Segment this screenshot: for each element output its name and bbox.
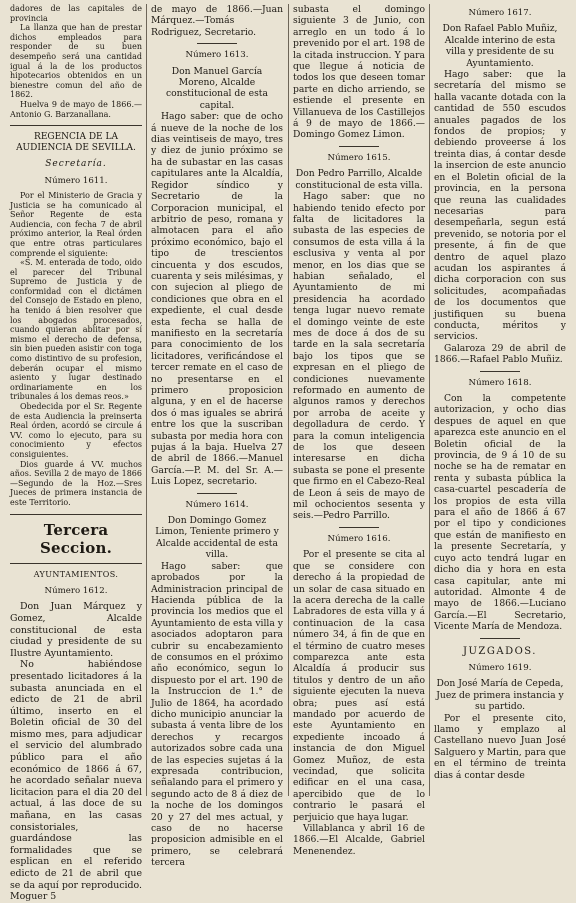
divider [480, 371, 520, 372]
paragraph: Por el presente se cita al que se considere con derecho á la propiedad de un solar de casa situado en la acera derecha de la calle Labradores de esta villa y á continuacion de la casa número 34, á fin de que en el término de cuatro meses comparezca ante esta Alcaldía á producir sus titulos y dentro de un año siguiente ejecuten la nueva obra; pues así está mandado por acuerdo de este Ayuntamiento en expediente incoado á instancia de don Miguel Gomez Muñoz, de esta vecindad, que solicita edificar en el una casa, apercibido que de lo contrario le pasará el perjuicio que haya lugar. [293, 549, 425, 823]
subsection-title: JUZGADOS. [463, 645, 537, 657]
paragraph: Don Rafael Pablo Muñiz, Alcalde interino de esta villa y presidente de su Ayuntamiento. [442, 23, 558, 69]
paragraph: dadores de las capitales de provincia [10, 4, 142, 23]
notice-number: Número 1615. [327, 152, 391, 163]
section-heading: Tercera Seccion. [39, 520, 113, 557]
divider [197, 43, 237, 44]
notice-number: Número 1612. [44, 585, 108, 596]
paragraph: Dios guarde á VV. muchos años. Sevilla 2 de mayo de 1866 —Segundo de la Hoz.—Sres Jueces de primera instancia de este Territorio. [10, 459, 142, 507]
notice-number: Número 1614. [185, 499, 249, 510]
divider [10, 125, 142, 126]
notice-number: Número 1616. [327, 533, 391, 544]
subsection-title: Secretaría. [45, 159, 107, 170]
notice-number: Número 1617. [468, 8, 532, 18]
signature: Galaroza 29 de abril de 1866.—Rafael Pablo Muñiz. [434, 342, 566, 366]
column-4 [434, 4, 566, 796]
paragraph: Don Domingo Gomez Limon, Teniente primero y Alcalde accidental de esta villa. [155, 515, 279, 561]
section-title: REGENCIA DE LA AUDIENCIA DE SEVILLA. [16, 132, 136, 154]
column-rule [146, 4, 147, 796]
paragraph: Don Manuel García Moreno, Alcalde constitucional de esta capital. [166, 65, 268, 111]
paragraph: La llanza que han de prestar dichos empleados para responder de su buen desempeño será una cantidad igual á la de los productos hipotecarios obtenidos en un bienestre comun del año de 1862. [10, 23, 142, 100]
divider [480, 638, 520, 639]
paragraph: Obedecida por el Sr. Regente de esta Audiencia la preinserta Real órden, acordó se circule á VV. como lo ejecuto, para su conocimiento y efectos consiguientes. [10, 402, 142, 459]
subsection-title: AYUNTAMIENTOS. [33, 569, 119, 579]
column-rule [429, 4, 430, 796]
paragraph: Por el presente cito, llamo y emplazo al Castellano nuevo Juan José Salguero y Martin, para que en el término de treinta dias á contar desde [434, 712, 566, 781]
paragraph: «S. M. enterada de todo, oido el parecer del Tribunal Supremo de Justicia y de conformidad con el dictámen del Consejo de Estado en pleno, ha tenido á bien resolver que los abogados procesados, cuando quieran ablitar por sí mismo el derecho de defensa, sin bien pueden asistir con toga como distintivo de su profesion, deberán ocupar el mismo asiento y lugar destinado ordinariamente en los tribunales á los demas reos.» [10, 258, 142, 402]
divider [10, 514, 142, 515]
paragraph: Por el Ministerio de Gracia y Justicia se ha comunicado al Señor Regente de esta Audiencia, con fecha 7 de abril próximo anterior, la Real órden que entre otras particulares comprende el siguiente: [10, 190, 142, 258]
paragraph: Don José María de Cepeda, Juez de primera instancia y su partido. [436, 678, 564, 713]
notice-number: Número 1613. [185, 50, 249, 61]
signature: Villablanca y abril 16 de 1866.—El Alcalde, Gabriel Menenendez. [293, 823, 425, 857]
paragraph: Hago saber: que aprobados por la Administracion principal de Hacienda pública de la provincia los medios que el Ayuntamiento de esta villa y asociados adoptaron para cubrir su encabezamiento de consumos en el próximo año económico, segun lo dispuesto por el art. 190 de la Instruccion de 1.° de Julio de 1864, ha acordado dicho municipio anunciar la subasta á venta libre de los derechos y recargos autorizados sobre cada una de las especies sujetas á la expresada contribucion, señalando para el primero y segundo acto de 8 á diez de la noche de los domingos 20 y 27 del mes actual, y caso de no hacerse proposicion admisible en el primero, se celebrará tercera [151, 560, 283, 869]
column-2 [151, 4, 283, 869]
divider [10, 563, 142, 564]
notice-number: Número 1611. [44, 175, 108, 186]
column-rule [288, 4, 289, 796]
paragraph: No habiéndose presentado licitadores á la subasta anunciada en el edicto de 21 de abril último, inserto en el Boletin oficial de 30 del mismo mes, para adjudicar el servicio del alumbrado público para el año económico de 1866 á 67, he acordado señalar nueva licitacion para el dia 20 del actual, á las doce de su mañana, en las casas consistoriales, guardándose las formalidades que se esplican en el referido edicto de 21 de abril que se da aquí por reproducido. Moguer 5 [10, 659, 142, 903]
notice-number: Número 1619. [468, 662, 532, 673]
column-1 [10, 4, 142, 903]
paragraph: Hago saber: que no habiendo tenido efecto por falta de licitadores la subasta de las especies de consumos de esta villa á la esclusiva y venta al por menor, en los dias que se habian señalado, el Ayuntamiento de mi presidencia ha acordado tenga lugar nuevo remate el domingo veinte de este mes de doce á dos de su tarde en la sala secretaría bajo los tipos que se expresan en el pliego de condiciones nuevamente reformado en aumento de algunos ramos y derechos por arroba de aceite y degolladura de cerdo. Y para la comun inteligencia de los que deseen interesarse en dicha subasta se pone el presente que firmo en el Cabezo-Real de Leon á seis de mayo de mil ochocientos sesenta y seis.—Pedro Parrillo. [293, 191, 425, 522]
column-3 [293, 4, 425, 857]
paragraph: Don Juan Márquez y Gomez, Alcalde constitucional de esta ciudad y presidente de su Ilustre Ayuntamiento. [10, 601, 142, 659]
divider [339, 527, 379, 528]
paragraph: subasta el domingo siguiente 3 de Junio, con arreglo en un todo á lo prevenido por el art. 198 de la citada instruccion. Y para que llegue á noticia de todos los que deseen tomar parte en dicho arriendo, se estiende el presente en Villanueva de los Castillejos á 9 de mayo de 1866.—Domingo Gomez Limon. [293, 4, 425, 141]
paragraph: Hago saber: que la secretaría del mismo se halla vacante dotada con la cantidad de 550 escudos anuales pagados de los fondos de propios; y debiendo proveerse á los treinta dias, á contar desde la insercion de este anuncio en el Boletin oficial de la provincia, en la persona que reuna las cualidades necesarias para desempeñarla, segun está prevenido, se notoria por el presente, á fin de que dentro de aquel plazo acudan los aspirantes á dicha corporacion con sus solicitudes, acompañadas de los documentos que justifiquen su buena conducta, méritos y servicios. [434, 69, 566, 343]
divider [339, 146, 379, 147]
paragraph: Hago saber: que de ocho á nueve de la noche de los dias veintiseis de mayo, tres y diez de junio próximo se ha de subastar en las casas capitulares ante la Alcaldía, Regidor síndico y Secretario de la Corporacion municipal, el arbitrio de peso, romana y almotacen para el año próximo económico, bajo el tipo de trescientos cincuenta y dos escudos, cuarenta y seis milésimas, y con sujecion al pliego de condiciones que obra en el expediente, el cual desde esta fecha se halla de manifiesto en la secretaría para conocimiento de los licitadores, verificándose el tercer remate en el caso de no presentarse en el primero proposicion alguna, y en el de hacerse dos ó mas iguales se abrirá entre los que la suscriban subasta por media hora con pujas á la baja. Huelva 27 de abril de 1866.—Manuel García.—P. M. del Sr. A.—Luis Lopez, secretario. [151, 111, 283, 488]
paragraph: Don Pedro Parrillo, Alcalde constitucional de esta villa. [295, 168, 423, 191]
divider [197, 493, 237, 494]
notice-number: Número 1618. [468, 377, 532, 388]
signature: Huelva 9 de mayo de 1866.— Antonio G. Barzanallana. [10, 99, 142, 119]
paragraph: de mayo de 1866.—Juan Márquez.—Tomás Rodriguez, Secretario. [151, 4, 283, 38]
paragraph: Con la competente autorizacion, y ocho dias despues de aquel en que aparezca este anuncio en el Boletin oficial de la provincia, de 9 á 10 de su noche se ha de rematar en renta y subasta pública la casa-cuartel pescadería de los propios de esta villa para el año de 1866 á 67 por el tipo y condiciones que están de manifiesto en la presente Secretaría, y cuyo acto tendrá lugar en dicho dia y hora en esta casa capitular, ante mi autoridad. Almonte 4 de mayo de 1866.—Luciano García.—El Secretario, Vicente María de Mendoza. [434, 393, 566, 633]
